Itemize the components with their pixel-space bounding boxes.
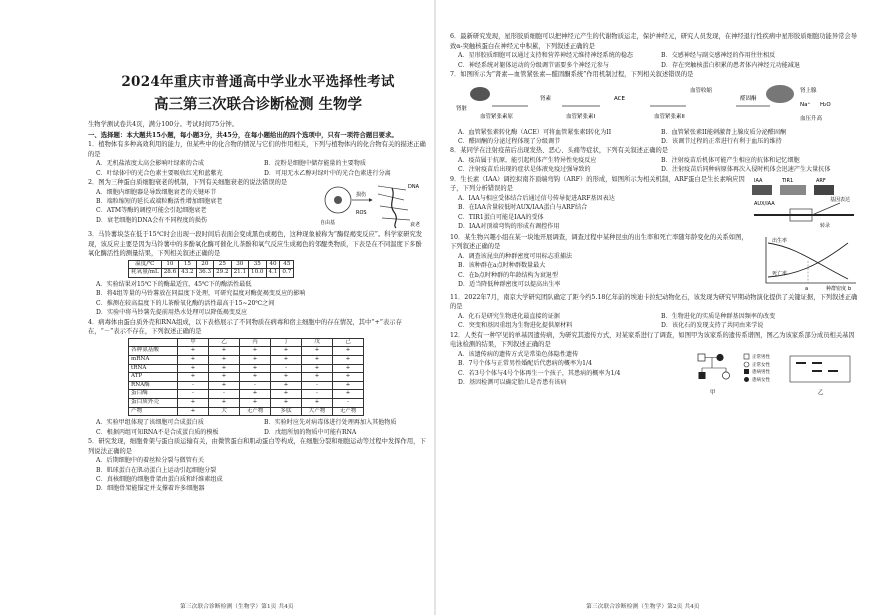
- table-cell: 各种氨基酸: [129, 347, 178, 356]
- option-c: C．叶绿体中的光合色素主要吸收红光和蓝紫光: [96, 169, 223, 177]
- fig-label: 醛固酮: [740, 95, 757, 102]
- renin-angiotensin-figure: [450, 80, 850, 124]
- question-4: [88, 318, 428, 437]
- table-cell: +: [240, 373, 271, 382]
- option-c: C．突变和基因重组为生物进化提供原材料: [458, 322, 573, 330]
- option-d: D．适当降低种群密度可以提高出生率: [458, 281, 561, 289]
- question-1: [88, 140, 428, 178]
- question-stem: 4．病毒体由蛋白质外壳和RNA组成，以下表格展示了不同物质在病毒和宿主细胞中的存在情况，其中“+”表示存在，“－”表示不存在，下列叙述正确的是: [88, 318, 402, 336]
- option-d: D．基因检测可以确定胎儿是否患有该病: [458, 379, 567, 387]
- fig-label: 肾上腺: [800, 87, 817, 94]
- option-c: C．ATM等酶的调控可能会引起细胞衰老: [96, 207, 207, 215]
- option-d: D．注射疫苗后同种病原体再次入侵时机体会迅速产生大量抗体: [661, 166, 831, 174]
- option-d: D．该化石的发现支持了共同由来学说: [661, 322, 764, 330]
- option-d: D．实验中将马铃薯先提前用热水处理可以降低褐变反应: [96, 309, 248, 317]
- option-c: C．醛固酮的分泌过程体现了分级调节: [458, 138, 561, 145]
- option-c: C．若3号个体与4号个体再生一个孩子，其患病的概率为1/4: [458, 369, 621, 377]
- table-cell: +: [333, 373, 364, 382]
- exam-subtitle: 高三第三次联合诊断检测 生物学: [153, 96, 363, 113]
- table-cell: 28.6: [161, 269, 178, 278]
- option-a: A．星形胶质细胞可以通过支持和营养神经元维持神经系统的稳态: [458, 52, 634, 60]
- option-a: A．实验甲组体现了该细胞可合成蛋白质: [96, 419, 204, 427]
- table-cell: +: [271, 381, 302, 390]
- table-cell: 大: [209, 407, 240, 416]
- fig-label: TIR1: [782, 177, 794, 184]
- question-options: [450, 128, 860, 147]
- question-10: [450, 233, 860, 293]
- table-cell: +: [240, 398, 271, 407]
- question-options: [88, 418, 428, 437]
- table-cell: 多肽: [271, 407, 302, 416]
- table-row: [129, 373, 364, 382]
- fig-label: IAA: [754, 177, 763, 184]
- option-d: D．该调节过程的正常进行有利于血压的维持: [661, 138, 782, 145]
- cell-aging-figure: [316, 178, 428, 230]
- table-cell: 0.7: [280, 269, 294, 278]
- question-2: [88, 178, 428, 230]
- table-cell: +: [271, 398, 302, 407]
- option-a: A．实验结果对15℃下的酶最适宜，45℃下的酶活性最低: [96, 280, 252, 288]
- question-stem: 7．如图所示为“肾素—血管紧张素—醛固酮系统”作用机制过程，下列相关叙述错误的是: [450, 71, 694, 78]
- table-cell: 4.1: [266, 269, 280, 278]
- table-cell: 产物: [129, 407, 178, 416]
- table-cell: +: [240, 364, 271, 373]
- table-cell: 29.2: [214, 269, 231, 278]
- table-cell: -: [209, 390, 240, 399]
- table-cell: -: [271, 364, 302, 373]
- fig-label: 转录: [820, 222, 831, 229]
- table-header-cell: 45: [280, 260, 294, 269]
- question-3: [88, 230, 428, 318]
- option-c: C．TIR1蛋白可能是IAA的受体: [458, 213, 544, 221]
- question-stem: 9．生长素（IAA）调控拟南芥顶端弯钩（ARF）的形成，如图所示为相关机制，ARF蛋白是生长素响应因子，下列分析错误的是: [450, 175, 745, 193]
- fig-label: 血管紧张素I: [566, 113, 596, 120]
- fig-label: 正常男性: [752, 355, 770, 360]
- table-cell: 耗氧量/mL: [129, 269, 162, 278]
- table-cell: +: [240, 390, 271, 399]
- table-cell: +: [271, 373, 302, 382]
- fig-label: 血压升高: [800, 115, 823, 122]
- option-d: D．细胞骨架能锚定并支撑着许多细胞器: [96, 485, 205, 493]
- table-header-cell: 丙: [240, 338, 271, 347]
- table-row: [129, 381, 364, 390]
- question-stem: 10．某生物兴趣小组在某一块地开展调查，调查过程中某种昆虫的出生率和死亡率随年龄变化的关系如图，下列叙述正确的是: [450, 233, 748, 251]
- table-cell: -: [333, 398, 364, 407]
- pedigree-figure: [690, 350, 860, 398]
- table-cell: tRNA: [129, 364, 178, 373]
- table-cell: +: [333, 364, 364, 373]
- table-cell: +: [333, 381, 364, 390]
- table-cell: +: [240, 355, 271, 364]
- fig-label: AUX/IAA: [754, 200, 775, 207]
- fig-label: 正常女性: [752, 363, 770, 368]
- option-a: A．化石是研究生物进化最直接的证据: [458, 313, 560, 320]
- question-stem: 2．图为三种蛋白质细胞衰老的机制，下列有关细胞衰老的说法错误的是: [88, 179, 288, 186]
- option-b: B．在IAA含量较低时AUX/IAA蛋白与ARF结合: [458, 204, 588, 212]
- table-cell: 43.2: [179, 269, 196, 278]
- table-cell: +: [302, 347, 333, 356]
- page-right: [436, 0, 870, 615]
- question-stem: 12．人类有一种罕见的单基因遗传病，为研究其遗传方式，对某家系进行了调查，如图甲为该家系的遗传系谱图，图乙为该家系部分成员相关基因电泳检测的结果，下列叙述正确的是: [450, 331, 855, 349]
- page-footer: 第三次联合诊断检测（生物学）第2页 共4页: [586, 604, 700, 610]
- option-a: A．疫苗属于抗原，能引起机体产生特异性免疫反应: [458, 157, 597, 164]
- table-cell: RNA酶: [129, 381, 178, 390]
- page-footer: 第三次联合诊断检测（生物学）第1页 共4页: [180, 604, 294, 610]
- table-cell: +: [178, 407, 209, 416]
- table-row: [129, 398, 364, 407]
- option-b: B．7号个体与正常男性婚配后代患病的概率为1/4: [458, 360, 592, 368]
- fig-label: Na⁺: [800, 101, 811, 108]
- question-stem: 8．某同学在注射疫苗后出现发热、恶心、头痛等症状，下列有关叙述正确的是: [450, 147, 669, 155]
- option-b: B．实验时应先对病毒体进行处理再加入其他物质: [264, 419, 397, 427]
- table-cell: 21.1: [231, 269, 248, 278]
- table-cell: +: [271, 390, 302, 399]
- fig-label: 出生率: [772, 237, 788, 244]
- exam-title: 2024年重庆市普通高中学业水平选择性考试: [121, 74, 395, 90]
- table-cell: +: [271, 347, 302, 356]
- table-cell: +: [333, 390, 364, 399]
- table-cell: +: [209, 398, 240, 407]
- fig-label: H₂O: [820, 101, 831, 108]
- table-cell: +: [302, 398, 333, 407]
- table-cell: +: [333, 355, 364, 364]
- fig-label: ACE: [614, 95, 625, 102]
- option-c: C．注射疫苗后出现的症状是体液免疫过强导致的: [458, 166, 591, 174]
- fig-label: ROS: [356, 210, 367, 216]
- table-header-cell: 35: [249, 260, 266, 269]
- option-a: A．IAA与相应受体结合后通过信号传导促进ARF基因表达: [458, 195, 615, 202]
- table-cell: +: [178, 373, 209, 382]
- question-12: [450, 331, 860, 398]
- option-a: A．细胞内细胞器是导致细胞衰老的关键环节: [96, 188, 217, 196]
- table-header-cell: 10: [161, 260, 178, 269]
- option-b: B．血管紧张素II能刺激肾上腺皮质分泌醛固酮: [661, 128, 787, 136]
- option-d: D．衰老细胞的DNA会有不同程度的损伤: [96, 216, 207, 224]
- table-cell: +: [209, 373, 240, 382]
- fig-label: b: [848, 285, 852, 292]
- fig-label: 血管收缩: [690, 87, 713, 94]
- table-cell: -: [240, 381, 271, 390]
- option-b: B．肌球蛋白在肌动蛋白上运动引起细胞分裂: [96, 466, 217, 474]
- option-a: A．该遗传病的遗传方式是常染色体隐性遗传: [458, 351, 579, 358]
- question-options: [450, 156, 860, 175]
- table-cell: +: [178, 364, 209, 373]
- question-options: [88, 159, 428, 178]
- table-header-cell: 25: [214, 260, 231, 269]
- table-header-cell: [129, 338, 178, 347]
- question-stem: 11．2022年7月，南京大学研究团队确定了距今约5.18亿年前的埃迪卡拉纪动物化石，该发现为研究早期动物演化提供了关键证据，下列叙述正确的是: [450, 293, 858, 311]
- exam-note: 生物学测试卷共4页，满分100分。考试时间75分钟。: [88, 121, 238, 128]
- table-row: [129, 347, 364, 356]
- table-cell: -: [178, 381, 209, 390]
- fig-label: 甲: [710, 390, 716, 396]
- option-b: B．交感神经与副交感神经的作用往往相反: [661, 52, 776, 60]
- table-cell: +: [209, 355, 240, 364]
- table-header-cell: 戊: [302, 338, 333, 347]
- table-cell: mRNA: [129, 355, 178, 364]
- question-11: [450, 293, 860, 331]
- question-5: [88, 437, 428, 494]
- option-a: A．血管紧张素转化酶（ACE）可将血管紧张素I转化为II: [458, 128, 612, 136]
- option-d: D．可用无水乙醇对绿叶中的光合色素进行分离: [264, 169, 391, 177]
- table-cell: +: [209, 381, 240, 390]
- question-7: [450, 70, 860, 146]
- question-8: [450, 146, 860, 174]
- table-header-cell: 20: [196, 260, 213, 269]
- fig-label: 基因表达: [830, 196, 851, 203]
- question-options: [450, 51, 860, 70]
- fig-label: 种群密度: [826, 285, 847, 292]
- fig-label: a: [805, 285, 809, 292]
- option-c: C．推测在较高温度下的儿茶酚氧化酶的活性最高于15~20℃之间: [96, 299, 275, 307]
- option-b: B．将4组等量的马铃薯放在同温度下处理，可研究温度对酶促褐变反应的影响: [96, 290, 306, 298]
- table-cell: +: [271, 355, 302, 364]
- option-a: A．无机盐浓度太高会影响叶绿素的合成: [96, 160, 204, 168]
- option-d: D．IAA对顶端弯钩的形成有调控作用: [458, 223, 560, 231]
- section-heading: 一、选择题：本大题共15小题，每小题3分，共45分，在每小题给出的四个选项中，只有一项符合题目要求。: [88, 131, 398, 139]
- option-a: A．调查该昆虫的种群密度可用标志重捕法: [458, 253, 573, 260]
- option-c: C．神经系统对躯体运动的分级调节需要多个神经元参与: [458, 61, 609, 69]
- question-stem: 6．最新研究发现，星形胶质细胞可以把神经元产生的代谢物质运走，保护神经元，研究人员发现，在神经退行性疾病中星形胶质细胞功能异常会导致α-突触核蛋白在神经元中积累，下列叙述正确的是: [450, 33, 858, 50]
- table-cell: ATP: [129, 373, 178, 382]
- experiment-table: [128, 338, 364, 416]
- fig-label: 患病男性: [752, 370, 770, 375]
- table-header-cell: 40: [266, 260, 280, 269]
- fig-label: 血管紧张素II: [654, 113, 685, 120]
- table-cell: -: [178, 390, 209, 399]
- table-header-cell: 乙: [209, 338, 240, 347]
- option-c: C．在b点时种群的年龄结构为衰退型: [458, 271, 558, 279]
- option-b: B．端粒缩短的延长或端粒酶活性增加细胞衰老: [96, 198, 223, 205]
- table-row: [129, 390, 364, 399]
- table-header-cell: 15: [179, 260, 196, 269]
- table-cell: +: [333, 347, 364, 356]
- fig-label: ARF: [816, 177, 826, 184]
- table-cell: +: [302, 373, 333, 382]
- table-cell: -: [302, 390, 333, 399]
- table-header-cell: 丁: [271, 338, 302, 347]
- option-b: B．淀粉是细胞中储存能量的主要物质: [264, 160, 366, 168]
- table-cell: -: [302, 381, 333, 390]
- option-b: B．生物进化的实质是种群基因频率的改变: [661, 313, 776, 320]
- table-cell: 10.0: [249, 269, 266, 278]
- table-cell: 蛋白酶: [129, 390, 178, 399]
- table-row: [129, 364, 364, 373]
- birth-death-rate-figure: [756, 233, 860, 293]
- table-cell: +: [240, 347, 271, 356]
- table-header-cell: 己: [333, 338, 364, 347]
- option-b: B．该种群在a点时种群数量最大: [458, 262, 546, 270]
- table-cell: 36.3: [196, 269, 213, 278]
- fig-label: 自由基: [320, 220, 336, 226]
- question-stem: 5．研究发现，细胞骨架与蛋白质运输有关，由微管蛋白和肌动蛋白等构成，在细胞分裂和细胞运动等过程中发挥作用，下列说法正确的是: [88, 437, 426, 455]
- fig-label: 损伤: [356, 192, 367, 198]
- fig-label: 血管紧张素原: [480, 113, 514, 120]
- table-header-cell: 甲: [178, 338, 209, 347]
- option-b: B．注射疫苗后机体可能产生相应的抗体和记忆细胞: [661, 157, 800, 164]
- table-cell: +: [178, 355, 209, 364]
- question-options: [450, 312, 860, 331]
- table-cell: +: [209, 364, 240, 373]
- fig-label: 患病女性: [752, 378, 770, 383]
- question-stem: 3．马铃薯块茎在低于15℃时会出现一段时间后表面会变成黑色或褐色，这种现象被称为“酶促褐变反应”。科学家研究发现，该反应主要是因为马铃薯中的多酚氧化酶可催化儿茶酚和氧气反应生成褐色的邻醌类物质，下表是在不同温度下多酚氧化酶活性的测量结果，下列相关叙述正确的是: [88, 231, 423, 258]
- table-cell: +: [178, 398, 209, 407]
- question-9: [450, 175, 860, 233]
- temperature-table: [128, 260, 294, 278]
- table-header-cell: 温度/℃: [129, 260, 162, 269]
- question-6: [450, 32, 860, 70]
- option-c: C．根据丙组可知RNA不是合成蛋白质的模板: [96, 428, 219, 436]
- fig-label: 衰老: [410, 222, 421, 228]
- question-stem: 1．植物体有多种高效利用的能力，但某些中的化合物的情况与它们的作用相关，下列与植物体内的化合物有关的描述正确的是: [88, 141, 426, 158]
- table-row: [129, 355, 364, 364]
- fig-label: 肾脏: [456, 105, 468, 112]
- table-row: [129, 407, 364, 416]
- fig-label: DNA: [408, 184, 420, 190]
- table-cell: 无产物: [240, 407, 271, 416]
- table-cell: +: [178, 347, 209, 356]
- table-cell: +: [302, 364, 333, 373]
- option-d: D．戊组所加的物质中可能有RNA: [264, 428, 357, 436]
- option-d: D．存在突触核蛋白积累的患者体内神经元功能减退: [661, 61, 800, 69]
- table-header-cell: 30: [231, 260, 248, 269]
- table-cell: +: [209, 347, 240, 356]
- table-cell: 蛋白质外壳: [129, 398, 178, 407]
- option-c: C．真核细胞的细胞骨架由蛋白质和纤维素组成: [96, 475, 223, 483]
- fig-label: 死亡率: [772, 270, 788, 277]
- table-cell: +: [302, 355, 333, 364]
- option-a: A．后期细胞中的着丝粒分裂与微管有关: [96, 457, 204, 465]
- iaa-mechanism-figure: [750, 175, 860, 233]
- table-cell: 无产物: [333, 407, 364, 416]
- fig-label: 肾素: [540, 95, 552, 102]
- fig-label: 乙: [818, 390, 824, 396]
- table-cell: 大产物: [302, 407, 333, 416]
